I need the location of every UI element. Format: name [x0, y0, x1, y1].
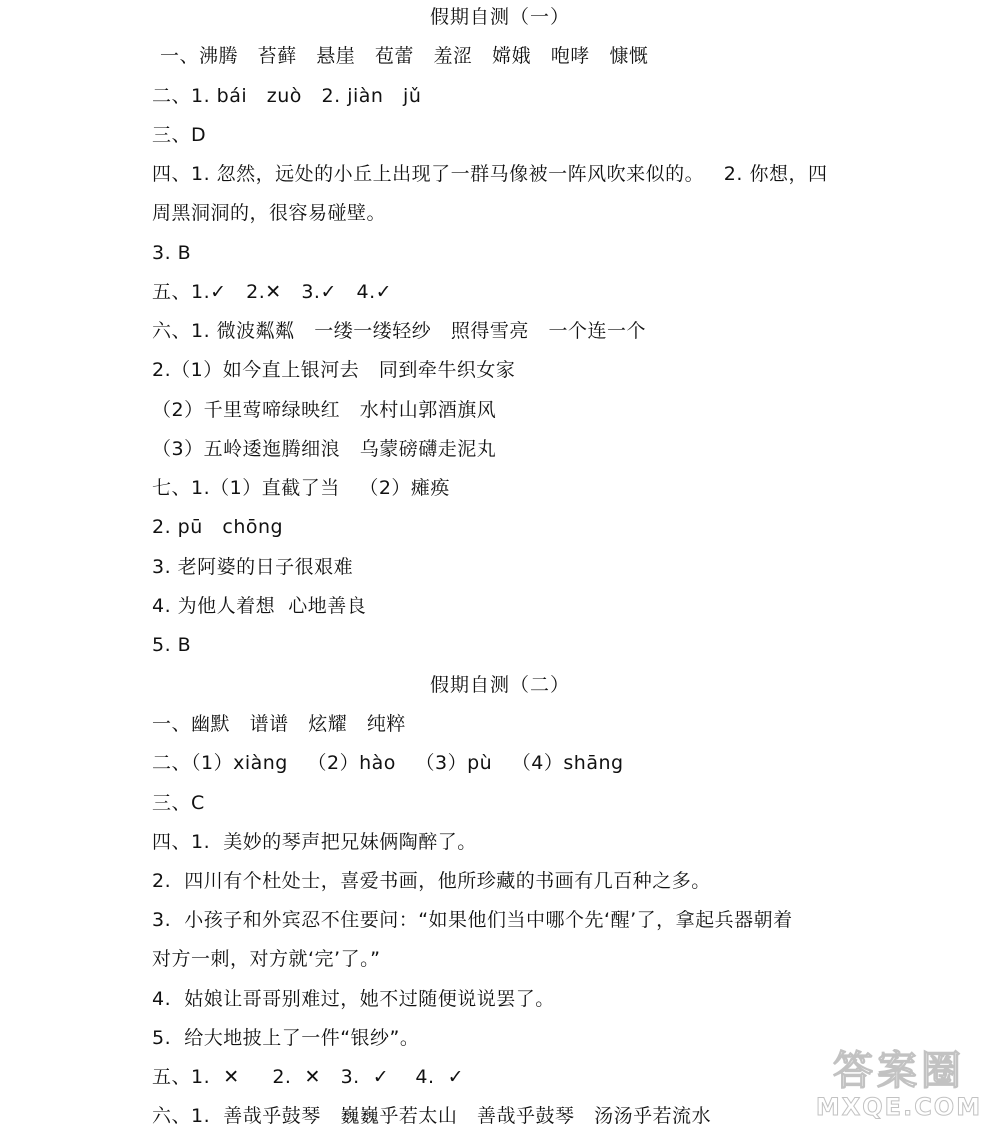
s1-line-10: （2）千里莺啼绿映红 水村山郭酒旗风 — [152, 399, 497, 421]
s1-line-7: 五、1.✓ 2.✕ 3.✓ 4.✓ — [152, 281, 393, 303]
s1-line-3: 三、D — [152, 124, 207, 146]
watermark-top: 答案圈 — [833, 1048, 965, 1094]
s2-line-9: 5. 给大地披上了一件“银纱”。 — [152, 1027, 420, 1049]
s2-line-3: 三、C — [152, 792, 205, 814]
s2-line-10: 五、1. ✕ 2. ✕ 3. ✓ 4. ✓ — [152, 1066, 464, 1088]
s2-line-11: 六、1. 善哉乎鼓琴 巍巍乎若太山 善哉乎鼓琴 汤汤乎若流水 — [152, 1105, 712, 1127]
s1-line-9: 2.（1）如今直上银河去 同到牵牛织女家 — [152, 359, 516, 381]
s1-line-8: 六、1. 微波粼粼 一缕一缕轻纱 照得雪亮 一个连一个 — [152, 320, 647, 342]
s2-line-2: 二、（1）xiàng （2）hào （3）pù （4）shāng — [152, 752, 624, 774]
s1-line-4: 四、1. 忽然，远处的小丘上出现了一群马像被一阵风吹来似的。 2. 你想，四 — [152, 163, 828, 185]
section1-title: 假期自测（一） — [429, 6, 570, 28]
s1-line-2: 二、1. bái zuò 2. jiàn jǔ — [152, 85, 422, 107]
s1-line-12: 七、1.（1）直截了当 （2）瘫痪 — [152, 477, 450, 499]
s1-line-16: 5. B — [152, 634, 192, 656]
s2-line-5: 2. 四川有个杜处士，喜爱书画，他所珍藏的书画有几百种之多。 — [152, 870, 711, 892]
s2-line-1: 一、幽默 谱谱 炫耀 纯粹 — [152, 713, 406, 735]
s2-line-8: 4. 姑娘让哥哥别难过，她不过随便说说罢了。 — [152, 988, 555, 1010]
s1-line-5: 周黑洞洞的，很容易碰壁。 — [152, 202, 387, 224]
s1-line-15: 4. 为他人着想 心地善良 — [152, 595, 367, 617]
watermark-bottom: MXQE.COM — [815, 1093, 983, 1121]
s1-line-6: 3. B — [152, 242, 192, 264]
s1-line-13: 2. pū chōng — [152, 516, 284, 538]
s1-line-11: （3）五岭逶迤腾细浪 乌蒙磅礴走泥丸 — [152, 438, 497, 460]
s1-line-1: 一、沸腾 苔藓 悬崖 苞蕾 羞涩 嫦娥 咆哮 慷慨 — [160, 45, 649, 67]
s2-line-4: 四、1. 美妙的琴声把兄妹俩陶醉了。 — [152, 831, 477, 853]
s1-line-14: 3. 老阿婆的日子很艰难 — [152, 556, 354, 578]
s2-line-7: 对方一刺，对方就‘完’了。” — [152, 948, 381, 970]
section2-title: 假期自测（二） — [429, 674, 570, 696]
site-watermark — [806, 1049, 992, 1125]
s2-line-6: 3. 小孩子和外宾忍不住要问：“如果他们当中哪个先‘醒’了，拿起兵器朝着 — [152, 909, 793, 931]
